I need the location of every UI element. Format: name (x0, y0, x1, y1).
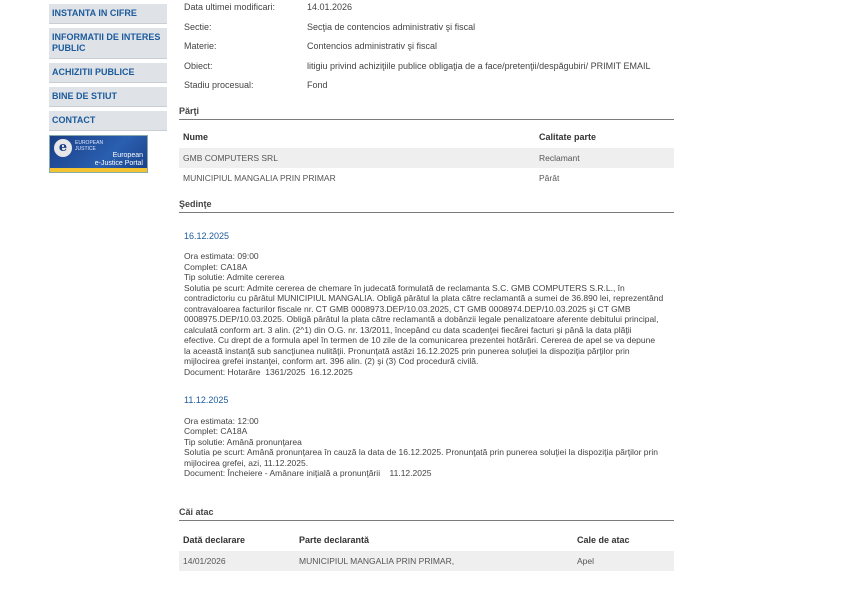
info-label: Data ultimei modificari: (184, 2, 276, 12)
sidebar-item-contact[interactable]: CONTACT (49, 111, 167, 131)
sedinte-section-title: Şedinţe (179, 199, 674, 213)
sidebar-nav (49, 0, 167, 173)
sidebar-item-instanta-in-cifre[interactable]: INSTANTA IN CIFRE (49, 4, 167, 24)
session-line: contradictoriu cu pârâtul MUNICIPIUL MANGALIA. Obligă pârâtul la plata către reclamantă a sumei de 36.890 lei, reprezentând (184, 293, 664, 303)
session-date: 11.12.2025 (184, 395, 229, 405)
party-name: GMB COMPUTERS SRL (179, 148, 535, 168)
session-document: Document: Hotarâre 1361/2025 16.12.2025 (184, 366, 353, 377)
e-justice-logo-icon: e (54, 139, 72, 157)
session-line: efective. Cu drept de a formula apel în termen de 10 zile de la comunicarea prezentei hotărâri. Cererea de apel se va depune (184, 335, 656, 345)
e-justice-portal-banner[interactable] (49, 135, 148, 173)
session-document: Document: Încheiere - Amânare iniţială a pronunţării 11.12.2025 (184, 468, 432, 478)
info-label: Obiect: (184, 60, 213, 71)
session-block (179, 231, 674, 378)
party-name: MUNICIPIUL MANGALIA PRIN PRIMAR (183, 172, 336, 183)
sidebar-item-bine-de-stiut[interactable]: BINE DE STIUT (49, 87, 167, 107)
session-line: Ora estimata: 12:00 (184, 415, 259, 426)
declaration-date: 14/01/2026 (179, 551, 295, 571)
info-row-stadiu (179, 79, 674, 99)
table-row (179, 168, 674, 188)
sidebar-item-achizitii-publice[interactable]: ACHIZITII PUBLICE (49, 63, 167, 83)
session-date: 16.12.2025 (184, 230, 230, 241)
session-line: Tip solutie: Admite cererea (184, 272, 285, 282)
session-block (179, 395, 674, 479)
session-line: Complet: CA18A (184, 426, 248, 436)
session-line: Complet: CA18A (184, 261, 248, 272)
session-line: 0008975.DEP/10.03.2025. Obligă pârâtul la plata către reclamantă a dobânzii legale penalizatoare aferente debitului principal, (184, 314, 659, 324)
table-header-row (179, 126, 674, 148)
banner-european-justice: EUROPEAN JUSTICE (75, 140, 104, 152)
column-header: Cale de atac (577, 534, 630, 545)
info-value: litigiu privind achiziţiile publice obligaţia de a face/pretenţii/despăgubiri/ PRIMIT EMAIL (307, 60, 651, 71)
info-row-last-modified (179, 1, 674, 21)
session-line: contravaloarea facturilor fiscale nr. CT GMB 0008973.DEP/10.03.2025, CT GMB 0008974.DEP/10.03.2025 şi CT GMB (184, 303, 631, 314)
column-header: Calitate parte (539, 131, 597, 142)
session-line: Solutia pe scurt: Admite cererea de chemare în judecată formulată de reclamanta S.C. GMB COMPUTERS S.R.L., în (184, 282, 625, 293)
session-line: la această instanţă sub sancţiunea nulităţii. Pronunţată astăzi 16.12.2025 prin punerea soluţiei la dispoziţia părţilor prin (184, 345, 630, 356)
table-row (179, 148, 674, 168)
sidebar-item-informatii-interes-public[interactable]: INFORMATII DE INTERES PUBLIC (49, 28, 167, 59)
info-row-materie (179, 40, 674, 60)
declaring-party: MUNICIPIUL MANGALIA PRIN PRIMAR, (295, 551, 573, 571)
column-header: Nume (183, 131, 209, 142)
case-details (179, 0, 674, 571)
banner-portal-text: European e-Justice Portal (94, 152, 143, 167)
info-value: Fond (307, 80, 328, 90)
session-line: calculată conform art. 3 alin. (2^1) din O.G. nr. 13/2011, începând cu data scadenţei fiecărei facturi şi până la data plăţii (184, 324, 632, 335)
info-label: Stadiu procesual: (184, 80, 254, 90)
banner-stripe (50, 168, 147, 172)
table-header-row (179, 529, 674, 551)
session-line: Ora estimata: 09:00 (184, 251, 259, 261)
info-value: 14.01.2026 (307, 2, 353, 12)
session-line: mijlocirea grefei instanţei, conform art. 396 alin. (2) şi (3) Cod procedură civilă. (184, 356, 479, 366)
cai-atac-table (179, 529, 674, 571)
info-label: Sectie: (184, 21, 212, 32)
table-row (179, 551, 674, 571)
info-value: Secţia de contencios administrativ şi fiscal (307, 21, 476, 32)
info-label: Materie: (184, 41, 217, 51)
column-header: Dată declarare (183, 534, 246, 545)
party-role: Reclamant (535, 148, 674, 168)
session-line: Solutia pe scurt: Amână pronunţarea în cauză la data de 16.12.2025. Pronunţată prin punerea soluţiei la dispoziţia părţilor prin (184, 447, 658, 457)
appeal-type: Apel (573, 551, 674, 571)
column-header: Parte declarantă (299, 534, 370, 545)
parti-section-title: Părţi (179, 106, 674, 120)
session-line: Tip solutie: Amână pronunţarea (184, 436, 302, 447)
info-row-obiect (179, 60, 674, 80)
cai-atac-section-title: Căi atac (179, 507, 674, 521)
session-line: mijlocirea grefei, azi, 11.12.2025. (184, 457, 309, 468)
party-role: Pârât (539, 172, 560, 183)
parti-table (179, 126, 674, 188)
info-row-sectie (179, 21, 674, 41)
info-value: Contencios administrativ şi fiscal (307, 41, 438, 51)
